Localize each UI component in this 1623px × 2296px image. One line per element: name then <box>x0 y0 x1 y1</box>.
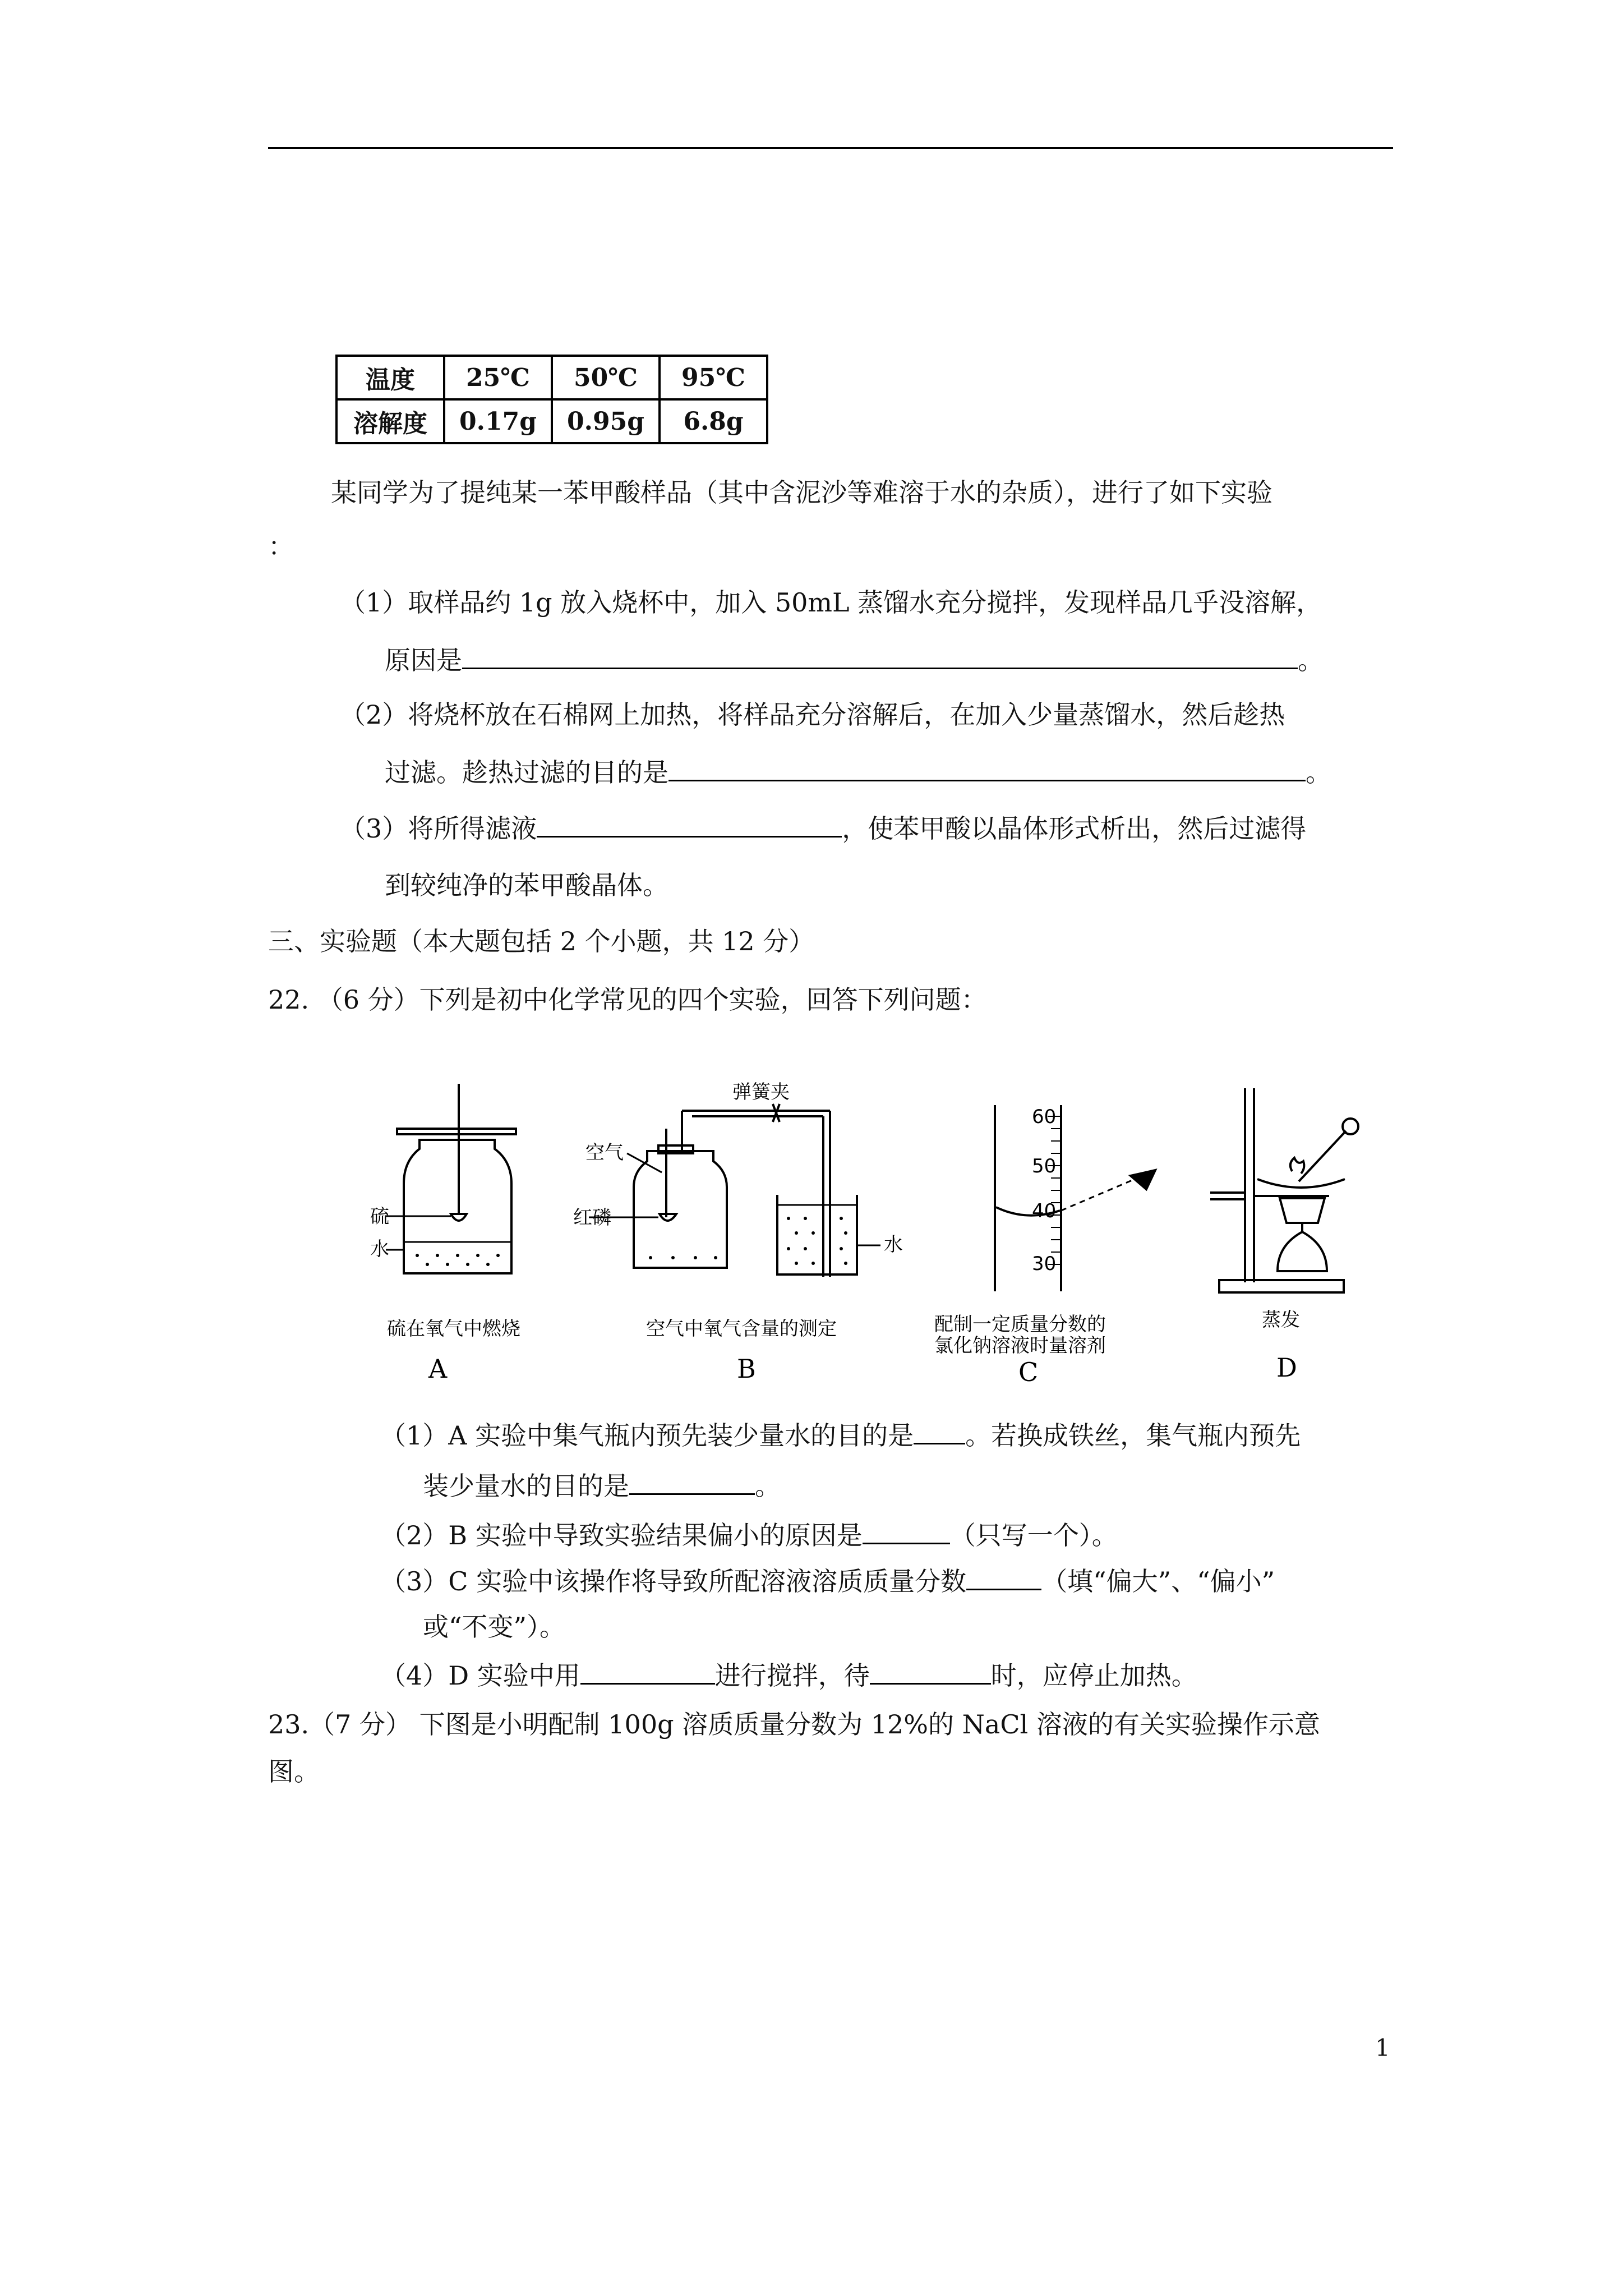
q22-sub2-prompt: （2）B 实验中导致实验结果偏小的原因是 <box>380 1520 863 1550</box>
label-air: 空气 <box>585 1142 624 1164</box>
q22-sub4-mid: 进行搅拌，待 <box>714 1660 870 1691</box>
water-dots <box>416 1254 500 1266</box>
caption-b: 空气中氧气含量的测定 <box>646 1318 837 1340</box>
page-number: 1 <box>1375 2034 1390 2062</box>
q21-part2-prompt: 过滤。趁热过滤的目的是 <box>385 757 668 788</box>
table-row <box>336 356 767 399</box>
q22-sub2 <box>380 1518 1118 1552</box>
q22-sub4 <box>380 1658 1197 1692</box>
table-cell: 0.17g <box>444 399 552 443</box>
table-row <box>336 399 767 443</box>
letter-d: D <box>1276 1352 1297 1383</box>
intro-colon: ： <box>268 531 294 562</box>
experiments-figure <box>370 1077 1424 1402</box>
answer-blank[interactable] <box>629 1469 755 1495</box>
q22-sub1-prompt2: 装少量水的目的是 <box>423 1471 629 1501</box>
table-cell: 25℃ <box>444 356 552 399</box>
q22-sub4-prompt: （4）D 实验中用 <box>380 1660 580 1691</box>
letter-c: C <box>1018 1357 1039 1387</box>
answer-blank[interactable] <box>462 643 1298 669</box>
q22-sub4-end: 时，应停止加热。 <box>990 1660 1197 1691</box>
tick-40: 40 <box>1032 1200 1057 1222</box>
label-spring-clamp: 弹簧夹 <box>732 1081 790 1103</box>
experiment-c-diagram <box>995 1105 1155 1291</box>
water-dots <box>649 1217 847 1265</box>
q23-stem: 23.（7 分） 下图是小明配制 100g 溶质质量分数为 12%的 NaCl 溶液的有关实验操作示意 <box>268 1709 1320 1740</box>
caption-c-line1: 配制一定质量分数的 <box>934 1313 1106 1336</box>
q21-part1-end: 。 <box>1298 645 1324 675</box>
caption-d: 蒸发 <box>1262 1309 1300 1331</box>
letter-b: B <box>737 1354 756 1384</box>
q23-stem-cont: 图。 <box>268 1756 320 1787</box>
table-cell: 溶解度 <box>336 399 444 443</box>
answer-blank[interactable] <box>870 1658 991 1685</box>
q22-stem: 22. （6 分）下列是初中化学常见的四个实验，回答下列问题： <box>268 984 987 1015</box>
tick-60: 60 <box>1032 1106 1057 1128</box>
caption-a: 硫在氧气中燃烧 <box>387 1318 520 1340</box>
header-rule <box>268 147 1393 149</box>
experiment-b-diagram <box>589 1104 880 1277</box>
answer-blank[interactable] <box>668 755 1306 781</box>
label-red-phosphorus: 红磷 <box>573 1207 611 1229</box>
experiment-d-diagram <box>1210 1088 1358 1292</box>
q21-part1: （1）取样品约 1g 放入烧杯中，加入 50mL 蒸馏水充分搅拌，发现样品几乎没溶解， <box>340 587 1322 618</box>
q22-sub1-prompt: （1）A 实验中集气瓶内预先装少量水的目的是 <box>380 1420 914 1451</box>
section-heading: 三、实验题（本大题包括 2 个小题，共 12 分） <box>268 926 815 956</box>
label-water-a: 水 <box>370 1238 389 1260</box>
solubility-table <box>335 355 768 444</box>
q21-part3-cont: 到较纯净的苯甲酸晶体。 <box>385 870 668 900</box>
table-cell: 95℃ <box>660 356 767 399</box>
table-cell: 6.8g <box>660 399 767 443</box>
q21-part1-answer-line <box>385 643 1324 677</box>
q22-sub2-rest: （只写一个）。 <box>949 1520 1118 1550</box>
label-sulfur: 硫 <box>370 1205 389 1228</box>
q21-part2: （2）将烧杯放在石棉网上加热，将样品充分溶解后，在加入少量蒸馏水，然后趁热 <box>340 700 1285 730</box>
q22-sub3 <box>380 1564 1275 1598</box>
answer-blank[interactable] <box>863 1518 950 1544</box>
caption-c-line2: 氯化钠溶液时量溶剂 <box>934 1335 1106 1357</box>
q21-part3 <box>340 811 1306 845</box>
q22-sub1-rest: 。若换成铁丝，集气瓶内预先 <box>965 1420 1301 1451</box>
table-cell: 温度 <box>336 356 444 399</box>
answer-blank[interactable] <box>966 1564 1041 1590</box>
experiment-a-diagram <box>386 1084 516 1273</box>
q22-sub1 <box>380 1418 1301 1452</box>
q22-sub1-cont <box>423 1469 781 1503</box>
q21-part2-end: 。 <box>1306 757 1331 788</box>
label-water-b: 水 <box>884 1234 903 1256</box>
q21-part3-rest: ，使苯甲酸以晶体形式析出，然后过滤得 <box>842 813 1307 844</box>
q21-part3-prompt: （3）将所得滤液 <box>340 813 537 844</box>
table-cell: 50℃ <box>552 356 660 399</box>
q22-sub1-end: 。 <box>755 1471 781 1501</box>
answer-blank[interactable] <box>537 811 842 838</box>
answer-blank[interactable] <box>580 1658 715 1685</box>
q22-sub3-rest: （填“偏大”、“偏小” <box>1041 1566 1275 1596</box>
tick-30: 30 <box>1032 1253 1057 1275</box>
q22-sub3-prompt: （3）C 实验中该操作将导致所配溶液溶质质量分数 <box>380 1566 967 1596</box>
intro-line: 某同学为了提纯某一苯甲酸样品（其中含泥沙等难溶于水的杂质），进行了如下实验 <box>331 477 1272 508</box>
table-cell: 0.95g <box>552 399 660 443</box>
q22-sub3-cont: 或“不变”）。 <box>423 1612 566 1642</box>
answer-blank[interactable] <box>914 1418 965 1444</box>
tick-50: 50 <box>1032 1155 1057 1177</box>
q21-part1-prompt: 原因是 <box>385 645 462 675</box>
letter-a: A <box>428 1354 448 1384</box>
q21-part2-answer-line <box>385 755 1331 789</box>
